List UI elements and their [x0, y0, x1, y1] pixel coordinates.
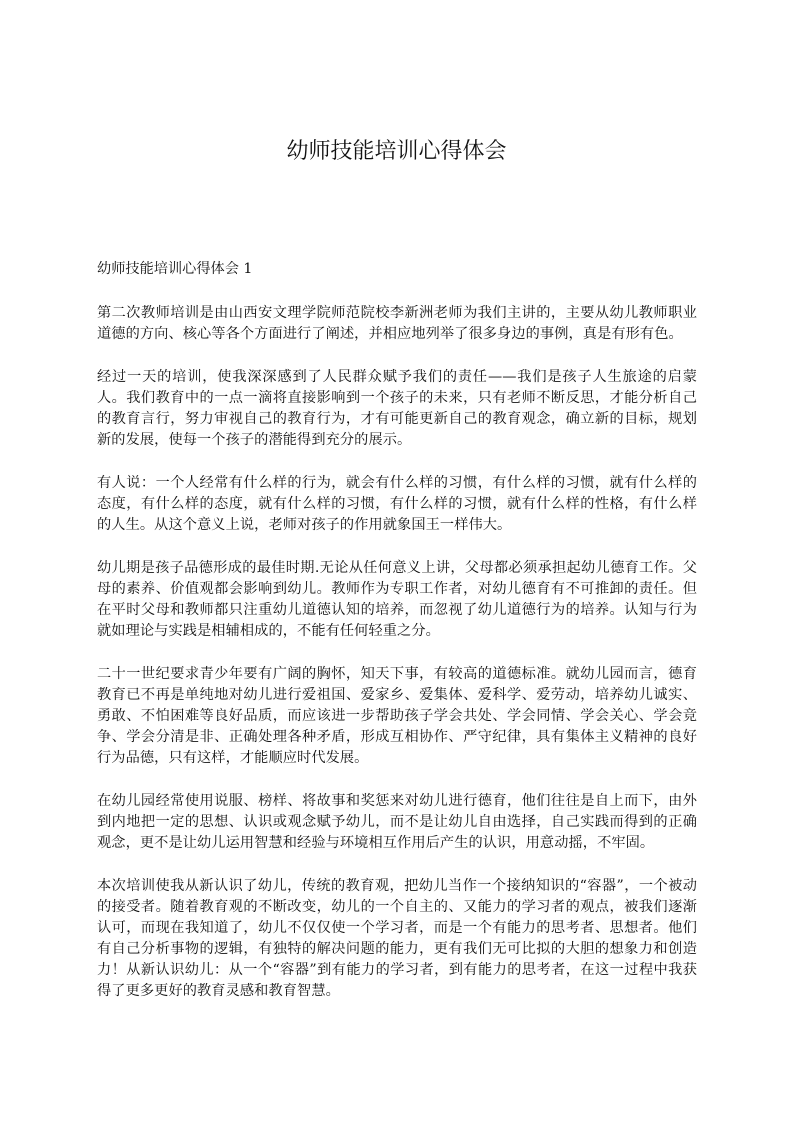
paragraph-4: 幼儿期是孩子品德形成的最佳时期.无论从任何意义上讲，父母都必须承担起幼儿德育工作。父母的素养、价值观都会影响到幼儿。教师作为专职工作者，对幼儿德育有不可推卸的责任。但在平时父母和教师都只注重幼儿道德认知的培养，而忽视了幼儿道德行为的培养。认知与行为就如理论与实践是相辅相成的，不能有任何轻重之分。 [97, 560, 697, 639]
paragraph-7: 本次培训使我从新认识了幼儿，传统的教育观，把幼儿当作一个接纳知识的“容器”，一个被动的接受者。随着教育观的不断改变，幼儿的一个自主的、又能力的学习者的观点，被我们逐渐认可，而现在我知道了，幼儿不仅仅使一个学习者，而是一个有能力的思考者、思想者。他们有自己分析事物的逻辑，有独特的解决问题的能力，更有我们无可比拟的大胆的想象力和创造力！从新认识幼儿：从一个“容器”到有能力的学习者，到有能力的思考者，在这一过程中我获得了更多更好的教育灵感和教育智慧。 [97, 878, 697, 999]
paragraph-1: 第二次教师培训是由山西安文理学院师范院校李新洲老师为我们主讲的，主要从幼儿教师职业道德的方向、核心等各个方面进行了阐述，并相应地列举了很多身边的事例，真是有形有色。 [97, 305, 697, 342]
document-body [97, 257, 697, 1024]
paragraph-3: 有人说：一个人经常有什么样的行为，就会有什么样的习惯，有什么样的习惯，就有什么样的态度，有什么样的态度，就有什么样的习惯，有什么样的习惯，就有什么样的性格，有什么样的人生。从这个意义上说，老师对孩子的作用就象国王一样伟大。 [97, 475, 697, 533]
paragraph-6: 在幼儿园经常使用说服、榜样、将故事和奖惩来对幼儿进行德育，他们往往是自上而下，由外到内地把一定的思想、认识或观念赋予幼儿，而不是让幼儿自由选择，自己实践而得到的正确观念，更不是让幼儿运用智慧和经验与环境相互作用后产生的认识，用意动摇，不牢固。 [97, 793, 697, 851]
paragraph-5: 二十一世纪要求青少年要有广阔的胸怀，知天下事，有较高的道德标准。就幼儿园而言，德育教育已不再是单纯地对幼儿进行爱祖国、爱家乡、爱集体、爱科学、爱劳动，培养幼儿诚实、勇敢、不怕困难等良好品质，而应该进一步帮助孩子学会共处、学会同情、学会关心、学会竞争、学会分清是非、正确处理各种矛盾，形成互相协作、严守纪律，具有集体主义精神的良好行为品德，只有这样，才能顺应时代发展。 [97, 666, 697, 766]
document-title: 幼师技能培训心得体会 [286, 139, 507, 164]
paragraph-2: 经过一天的培训，使我深深感到了人民群众赋予我们的责任——我们是孩子人生旅途的启蒙人。我们教育中的一点一滴将直接影响到一个孩子的未来，只有老师不断反思，才能分析自己的教育言行，努力审视自己的教育行为，才有可能更新自己的教育观念，确立新的目标，规划新的发展，使每一个孩子的潜能得到充分的展示。 [97, 369, 697, 448]
section-heading: 幼师技能培训心得体会 1 [97, 261, 253, 277]
